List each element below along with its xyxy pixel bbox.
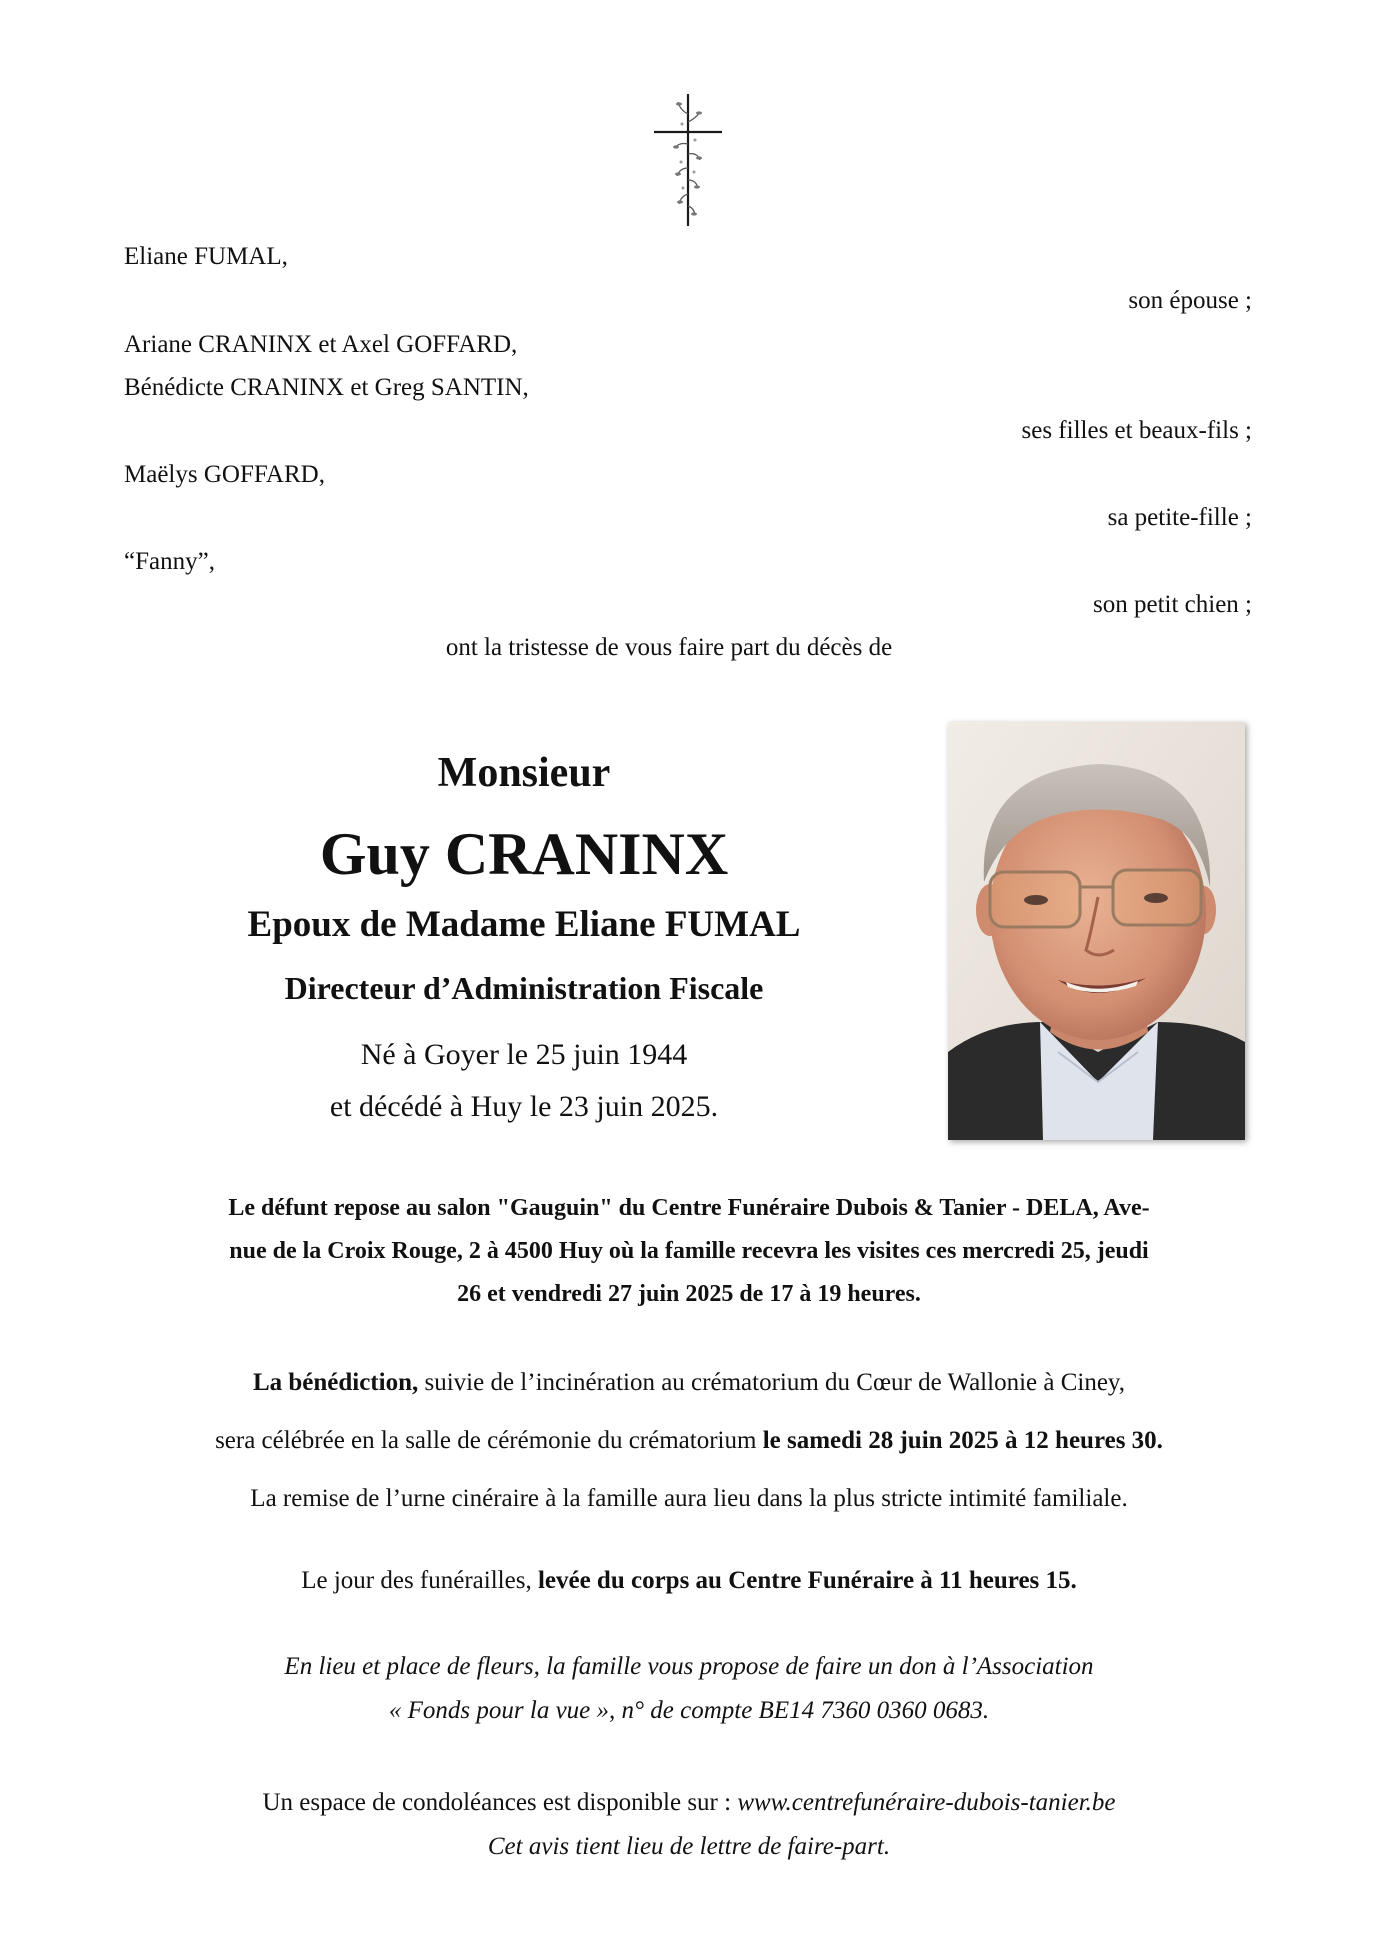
deceased-birth: Né à Goyer le 25 juin 1944 xyxy=(360,1038,688,1071)
ceremony-line-2 xyxy=(0,1426,1378,1456)
condolences-url[interactable]: www.centrefunéraire-dubois-tanier.be xyxy=(737,1789,1116,1816)
funeral-day-line xyxy=(0,1566,1378,1596)
family-daughter-2: Bénédicte CRANINX et Greg SANTIN, xyxy=(124,374,529,401)
announcement: ont la tristesse de vous faire part du décès de xyxy=(445,634,893,661)
portrait-photo xyxy=(948,722,1245,1140)
family-spouse-relation: son épouse ; xyxy=(1128,287,1252,314)
deceased-death: et décédé à Huy le 23 juin 2025. xyxy=(329,1090,719,1123)
ceremony-benediction-label: La bénédiction, xyxy=(252,1369,419,1396)
cross-icon xyxy=(650,92,726,228)
donation-line-1: En lieu et place de fleurs, la famille vous propose de faire un don à l’Association xyxy=(284,1653,1094,1680)
family-dog-relation: son petit chien ; xyxy=(1093,591,1252,618)
deceased-honorific: Monsieur xyxy=(437,750,611,796)
family-spouse-name: Eliane FUMAL, xyxy=(124,243,288,270)
ceremony-date: le samedi 28 juin 2025 à 12 heures 30. xyxy=(762,1427,1163,1454)
ceremony-line-1 xyxy=(0,1368,1378,1398)
visitation-line-2: nue de la Croix Rouge, 2 à 4500 Huy où la famille recevra les visites ces mercredi 25, jeudi xyxy=(229,1238,1149,1264)
visitation-line-1: Le défunt repose au salon "Gauguin" du Centre Funéraire Dubois & Tanier - DELA, Ave- xyxy=(228,1195,1150,1221)
visitation-line-3: 26 et vendredi 27 juin 2025 de 17 à 19 heures. xyxy=(457,1281,921,1307)
condolences-line xyxy=(0,1788,1378,1818)
ceremony-line-1-rest: suivie de l’incinération au crématorium du Cœur de Wallonie à Ciney, xyxy=(418,1369,1126,1396)
family-daughter-1: Ariane CRANINX et Axel GOFFARD, xyxy=(124,331,518,358)
family-granddaughter-relation: sa petite-fille ; xyxy=(1107,504,1252,531)
funeral-day-text: Le jour des funérailles, xyxy=(301,1567,538,1594)
ceremony-line-2-text: sera célébrée en la salle de cérémonie du crématorium xyxy=(215,1427,763,1454)
condolences-text: Un espace de condoléances est disponible sur : xyxy=(262,1789,738,1816)
notice-line: Cet avis tient lieu de lettre de faire-part. xyxy=(487,1833,891,1860)
family-granddaughter-name: Maëlys GOFFARD, xyxy=(124,461,325,488)
family-daughters-relation: ses filles et beaux-fils ; xyxy=(1021,417,1252,444)
funeral-day-time: levée du corps au Centre Funéraire à 11 heures 15. xyxy=(537,1567,1077,1594)
deceased-name: Guy CRANINX xyxy=(319,821,729,887)
deceased-spouse-line: Epoux de Madame Eliane FUMAL xyxy=(247,904,801,945)
deceased-profession: Directeur d’Administration Fiscale xyxy=(284,970,764,1006)
ceremony-line-3: La remise de l’urne cinéraire à la famille aura lieu dans la plus stricte intimité familiale. xyxy=(250,1485,1128,1512)
family-dog-name: “Fanny”, xyxy=(124,548,215,575)
donation-line-2: « Fonds pour la vue », n° de compte BE14 7360 0360 0683. xyxy=(388,1697,990,1724)
